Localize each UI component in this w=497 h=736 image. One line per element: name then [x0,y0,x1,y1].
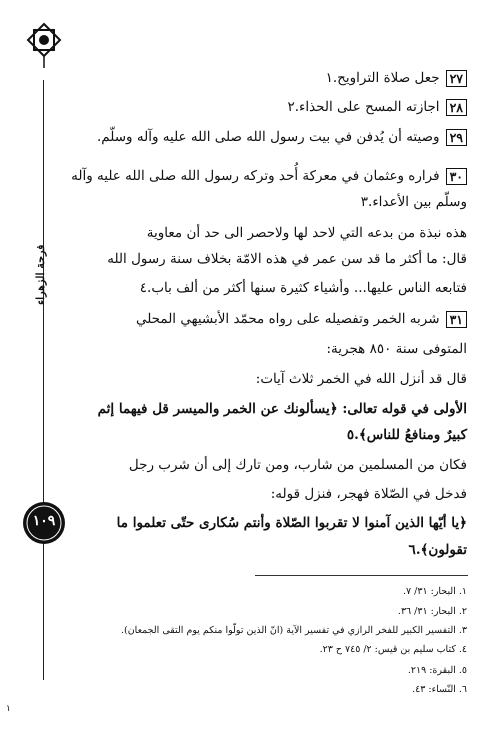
item-number-box: ٢٧ [446,70,467,87]
quran-verse-line: كبيرٌ ومنافعُ للناس﴾.٥ [346,427,467,443]
quran-verse-line: تقولون﴾.٦ [408,542,467,558]
item-number-box: ٣١ [446,311,467,328]
text-line: ٢٧جعل صلاة التراويح.١ [326,68,467,88]
quran-verse-line: ﴿يا أيّها الذين آمنوا لا تقربوا الصّلاة وأنتم سُكارى حتّى تعلموا ما [116,515,467,531]
footnote: ٣. التفسير الكبير للفخر الرازي في تفسير الآية (انّ الذين تولّوا منكم يوم التقى الجمعان). [120,625,467,636]
page-number: ١٠٩ [32,513,56,529]
footnote: ٥. البقرة: ٢١٩. [407,665,467,676]
text-line: فكان من المسلمين من شارب، ومن تارك إلى أن شرب رجل [128,457,467,473]
text-line: ٢٨اجازته المسح على الحذاء.٢ [287,97,467,117]
side-rule [43,80,44,680]
text-line: المتوفى سنة ٨٥٠ هجرية: [326,341,467,357]
quran-verse-line: الأولى في قوله تعالى: ﴿يسألونك عن الخمر والميسر قل فيهما إثم [97,401,467,417]
text-line: ٣٠فراره وعثمان في معركة أُحد وتركه رسول الله صلى الله عليه وآله [71,166,467,186]
text-line: قال: ما أكثر ما قد سن عمر في هذه الامّة بخلاف سنة رسول الله [107,251,467,267]
text-line: فدخل في الصّلاة فهجر، فنزل قوله: [270,486,467,502]
ornament-icon [26,22,62,68]
footnote-separator [255,575,468,576]
footnote: ٦. النّساء: ٤٣. [412,684,467,695]
footnote: ١. البحار: ٣١/ ٧. [403,586,467,597]
footnote: ٤. كتاب سليم بن قيس: ٢/ ٧٤٥ ح ٢٣. [319,644,467,655]
text-line: وسلّم بين الأعداء.٣ [360,194,467,210]
footnote: ٢. البحار: ٣١/ ٣٦. [397,606,467,617]
text-line: فتابعه الناس عليها... وأشياء كثيرة سنها أكثر من ألف باب.٤ [139,280,467,296]
text-line: ٢٩وصيته أن يُدفن في بيت رسول الله صلى الله عليه وآله وسلّم. [97,127,467,147]
item-number-box: ٢٩ [446,129,467,146]
text-line: هذه نبذة من بدعه التي لاحد لها ولاحصر الى حد أن معاوية [146,225,467,241]
text-line: قال قد أنزل الله في الخمر ثلاث آيات: [255,371,467,387]
corner-mark: ١ [6,704,11,714]
item-number-box: ٣٠ [446,168,467,185]
text-line: ٣١شربه الخمر وتفصيله على رواه محمّد الأبشيهي المحلي [136,309,467,329]
running-title: فرحة الزهراء [34,244,47,306]
item-number-box: ٢٨ [446,99,467,116]
